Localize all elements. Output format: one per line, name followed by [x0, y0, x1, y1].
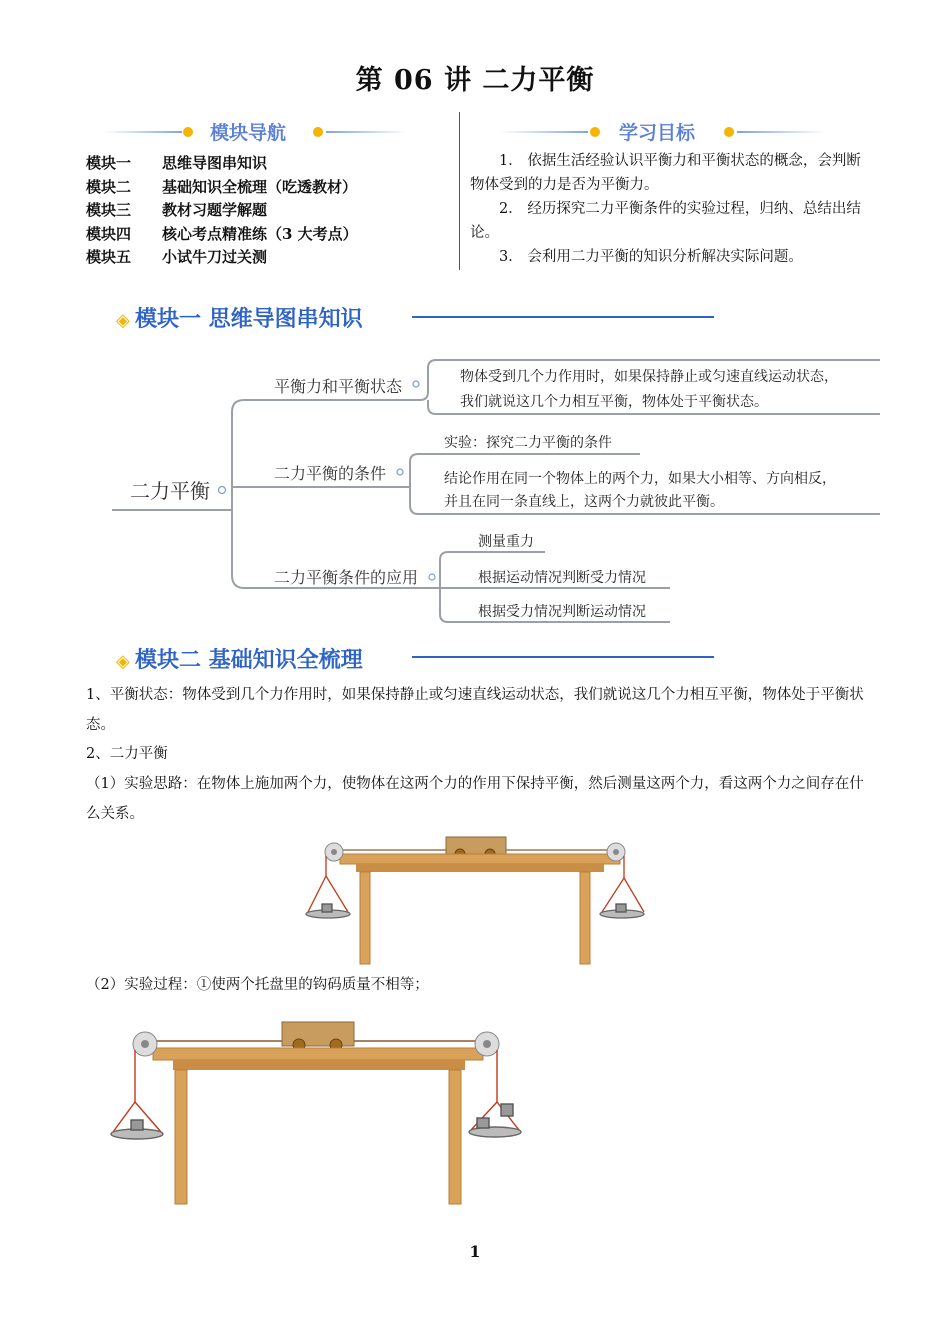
mindmap-b2-leaf-2a: 结论作用在同一个物体上的两个力，如果大小相等、方向相反， [444, 471, 836, 487]
nav-heading: 模块导航 [210, 122, 287, 144]
nav-item-5 [86, 246, 358, 270]
nav-item-2 [86, 176, 358, 200]
goal-item-3: 3． 会利用二力平衡的知识分析解决实际问题。 [499, 249, 803, 265]
module-nav-list [86, 152, 358, 270]
mindmap-trunk [232, 400, 420, 510]
pulley-left [133, 1032, 157, 1056]
module2-header-line [412, 656, 714, 658]
nav-header-dot-left [183, 127, 193, 137]
nav-item-3 [86, 199, 358, 223]
mindmap-root: 二力平衡 [130, 479, 210, 503]
nav-header-dot-right [313, 127, 323, 137]
mindmap-b3-leaf-3: 根据受力情况判断运动情况 [478, 604, 646, 620]
paragraph-1: 1、平衡状态：物体受到几个力作用时，如果保持静止或匀速直线运动状态，我们就说这几个力相互平衡，物体处于平衡状态。 [86, 687, 864, 733]
module1-header-line [412, 316, 714, 318]
goal-item-1: 1． 依据生活经验认识平衡力和平衡状态的概念，会判断物体受到的力是否为平衡力。 [470, 153, 861, 193]
collapse-icon [429, 574, 435, 580]
nav-header-line-right [326, 131, 408, 133]
goals-header-line-left [500, 131, 588, 133]
mindmap-b1-leaf-2: 我们就说这几个力相互平衡，物体处于平衡状态。 [460, 394, 768, 410]
module1-header [116, 302, 363, 333]
diamond-arrow-icon: ◈ [116, 310, 130, 331]
nav-item-key: 模块一 [86, 154, 132, 172]
nav-item-key: 模块四 [86, 224, 132, 243]
nav-item-4 [86, 223, 358, 247]
mindmap-b2-leaf-1: 实验：探究二力平衡的条件 [444, 435, 612, 451]
column-divider [459, 112, 460, 270]
mindmap-branch-1: 平衡力和平衡状态 [274, 377, 403, 396]
pulley-right [475, 1032, 499, 1056]
paragraph-2: 2、二力平衡 [86, 746, 168, 762]
nav-item-label: 教材习题学解题 [162, 201, 268, 220]
nav-item-label: 基础知识全梳理（吃透教材） [162, 177, 358, 196]
module1-title: 模块一 思维导图串知识 [134, 307, 363, 332]
nav-item-key: 模块三 [86, 201, 132, 220]
nav-item-label: 思维导图串知识 [162, 154, 268, 172]
nav-header-line-left [104, 131, 182, 133]
mindmap-branch-2: 二力平衡的条件 [274, 464, 387, 483]
weight-pan-left [306, 856, 350, 918]
goals-header-dot-right [724, 127, 734, 137]
pulley-right [607, 843, 625, 861]
experiment-figure-1 [300, 828, 650, 968]
weight-pan-right [600, 856, 644, 918]
module2-title: 模块二 基础知识全梳理 [134, 648, 363, 673]
paragraph-4: （2）实验过程：①使两个托盘里的钩码质量不相等； [86, 977, 429, 993]
collapse-icon [219, 487, 226, 494]
cart [282, 1022, 354, 1051]
nav-item-label: 小试牛刀过关测 [162, 248, 268, 267]
mindmap-branch-3: 二力平衡条件的应用 [274, 568, 419, 587]
page-title: 第 06 讲 二力平衡 [355, 65, 595, 96]
experiment-figure-2 [105, 1012, 530, 1212]
table [340, 854, 620, 964]
weight-pan-left [111, 1050, 163, 1139]
goals-heading: 学习目标 [619, 122, 696, 144]
nav-item-label: 核心考点精准练（3 大考点） [162, 224, 358, 243]
nav-item-key: 模块二 [86, 177, 132, 196]
nav-item-1 [86, 152, 358, 176]
nav-item-key: 模块五 [86, 248, 132, 267]
collapse-icon [397, 469, 403, 475]
goal-item-2: 2． 经历探究二力平衡条件的实验过程，归纳、总结出结论。 [470, 201, 861, 241]
diamond-arrow-icon: ◈ [116, 651, 130, 672]
module2-header [116, 643, 363, 674]
table [153, 1048, 483, 1204]
pulley-left [325, 843, 343, 861]
mindmap-b3-leaf-2: 根据运动情况判断受力情况 [478, 570, 646, 586]
paragraph-3: （1）实验思路：在物体上施加两个力，使物体在这两个力的作用下保持平衡，然后测量这两个力，看这两个力之间存在什么关系。 [86, 776, 864, 822]
collapse-icon [413, 381, 419, 387]
page-number: 1 [469, 1242, 481, 1261]
goals-header-dot-left [590, 127, 600, 137]
goals-header-line-right [737, 131, 827, 133]
mind-map [0, 340, 950, 640]
mindmap-b3-leaf-1: 测量重力 [478, 534, 534, 550]
mindmap-b2-leaf-2b: 并且在同一条直线上，这两个力就彼此平衡。 [444, 494, 724, 510]
learning-goals [470, 149, 870, 269]
mindmap-b1-leaf-1: 物体受到几个力作用时，如果保持静止或匀速直线运动状态， [460, 369, 838, 385]
weight-pan-right [469, 1050, 521, 1137]
